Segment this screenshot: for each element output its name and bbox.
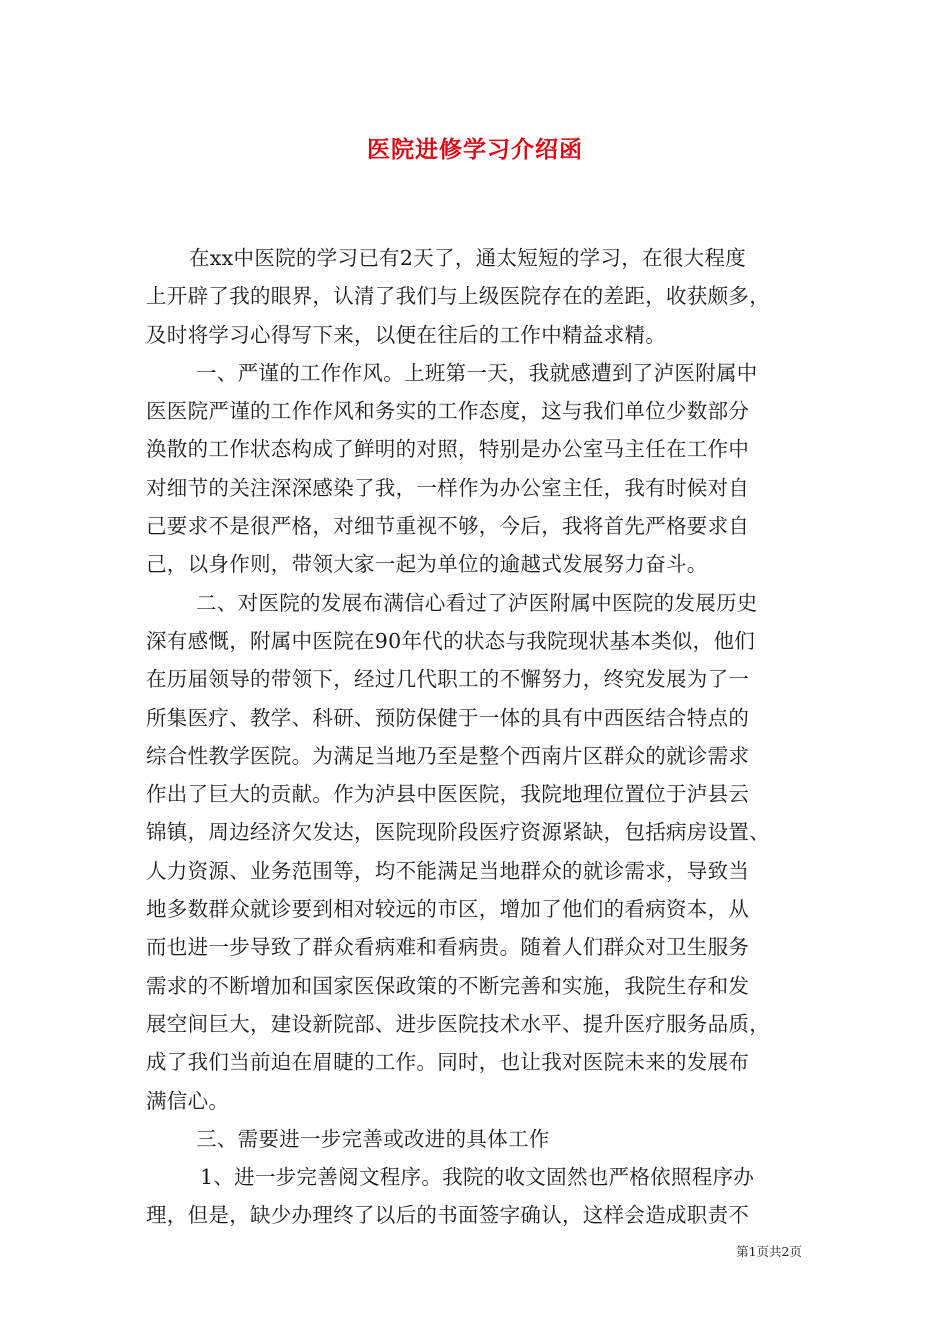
body-line: 深有感慨，附属中医院在90年代的状态与我院现状基本类似，他们 — [146, 628, 756, 653]
body-line: 上开辟了我的眼界，认清了我们与上级医院存在的差距，收获颇多， — [146, 284, 770, 309]
document-title: 医院进修学习介绍函 — [367, 136, 583, 163]
document-body — [146, 239, 812, 1235]
body-line: 在xx中医院的学习已有2天了，通太短短的学习，在很大程度 — [189, 246, 747, 270]
body-line: 医医院严谨的工作作风和务实的工作态度，这与我们单位少数部分 — [146, 399, 750, 424]
body-line: 作出了巨大的贡献。作为泸县中医医院，我院地理位置位于泸县云 — [146, 782, 750, 807]
body-line: 在历届领导的带领下，经过几代职工的不懈努力，终究发展为了一 — [146, 667, 750, 692]
body-line: 锦镇，周边经济欠发达，医院现阶段医疗资源紧缺，包括病房设置、 — [146, 820, 770, 845]
body-line: 人力资源、业务范围等，均不能满足当地群众的就诊需求，导致当 — [146, 858, 750, 883]
body-line: 而也进一步导致了群众看病难和看病贵。随着人们群众对卫生服务 — [146, 935, 750, 960]
body-line: 己，以身作则，带领大家一起为单位的逾越式发展努力奋斗。 — [146, 552, 708, 577]
body-line: 二、对医院的发展布满信心看过了泸医附属中医院的发展历史 — [196, 590, 758, 615]
body-line: 一、严谨的工作作风。上班第一天，我就感遭到了泸医附属中 — [196, 360, 758, 385]
body-line: 所集医疗、教学、科研、预防保健于一体的具有中西医结合特点的 — [146, 705, 750, 730]
body-line: 综合性教学医院。为满足当地乃至是整个西南片区群众的就诊需求 — [146, 743, 750, 768]
body-line: 地多数群众就诊要到相对较远的市区，增加了他们的看病资本，从 — [146, 897, 750, 922]
body-line: 及时将学习心得写下来，以便在往后的工作中精益求精。 — [146, 322, 666, 347]
body-line: 对细节的关注深深感染了我，一样作为办公室主任，我有时候对自 — [146, 475, 750, 500]
body-line: 三、需要进一步完善或改进的具体工作 — [196, 1126, 550, 1151]
body-line: 理，但是，缺少办理终了以后的书面签字确认，这样会造成职责不 — [146, 1203, 750, 1228]
body-line: 涣散的工作状态构成了鲜明的对照，特别是办公室马主任在工作中 — [146, 437, 750, 462]
body-line: 展空间巨大，建设新院部、进步医院技术水平、提升医疗服务品质， — [146, 1011, 770, 1036]
body-line: 1、进一步完善阅文程序。我院的收文固然也严格依照程序办 — [200, 1165, 755, 1190]
body-line: 己要求不是很严格，对细节重视不够，今后，我将首先严格要求自 — [146, 514, 750, 539]
body-line: 成了我们当前迫在眉睫的工作。同时，也让我对医院未来的发展布 — [146, 1050, 750, 1075]
body-line: 满信心。 — [146, 1088, 230, 1113]
page-number: 第1页共2页 — [736, 1244, 802, 1259]
body-line: 需求的不断增加和国家医保政策的不断完善和实施，我院生存和发 — [146, 973, 750, 998]
